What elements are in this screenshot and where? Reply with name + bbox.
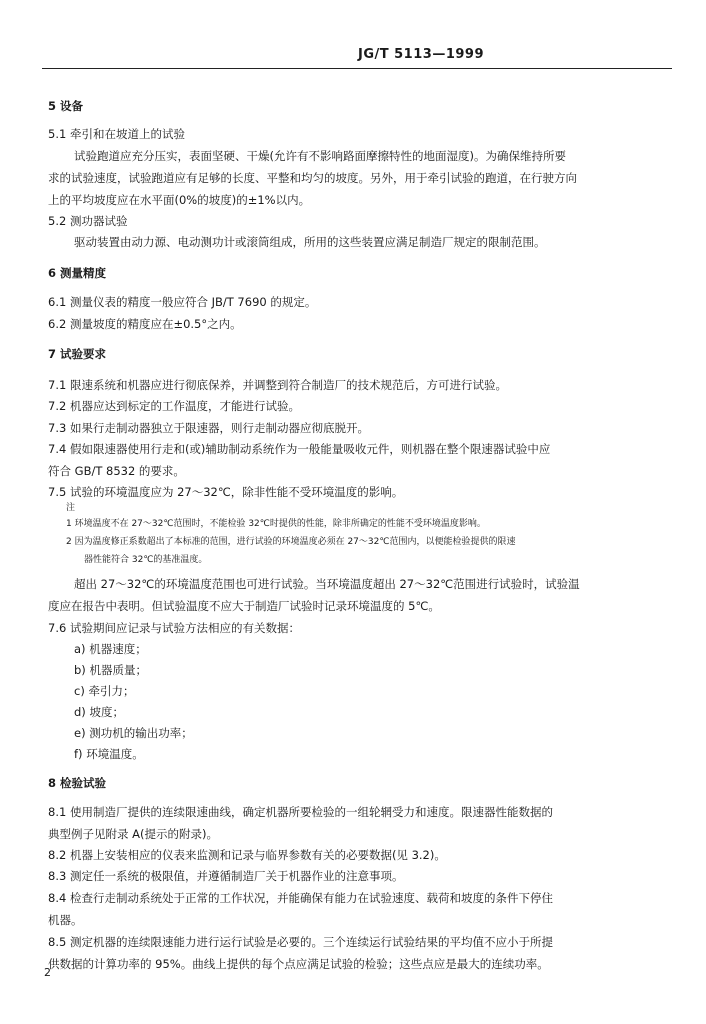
paragraph-line: 度应在报告中表明。但试验温度不应大于制造厂试验时记录环境温度的 5℃。 [48, 599, 440, 613]
note-label: 注 [66, 503, 76, 513]
paragraph-line: 试验跑道应充分压实，表面坚硬、干燥(允许有不影响路面摩擦特性的地面湿度)。为确保维持所要 [74, 149, 566, 163]
list-item: f) 环境温度。 [74, 747, 144, 761]
paragraph-line: 符合 GB/T 8532 的要求。 [48, 464, 185, 478]
note-2: 2 因为温度修正系数超出了本标准的范围，进行试验的环境温度必须在 27～32℃范围内，以便能检验提供的限速 [66, 537, 516, 547]
clause-5-1: 5.1 牵引和在坡道上的试验 [48, 127, 185, 141]
clause-7-3: 7.3 如果行走制动器独立于限速器，则行走制动器应彻底脱开。 [48, 421, 369, 435]
clause-8-1: 8.1 使用制造厂提供的连续限速曲线，确定机器所要检验的一组轮辋受力和速度。限速器性能数据的 [48, 805, 553, 819]
clause-5-2: 5.2 测功器试验 [48, 214, 128, 228]
section-8-heading: 8 检验试验 [48, 776, 107, 790]
paragraph-line: 机器。 [48, 913, 83, 927]
list-item: e) 测功机的输出功率； [74, 726, 193, 740]
standard-number-header: JG/T 5113—1999 [357, 47, 484, 62]
clause-8-2: 8.2 机器上安装相应的仪表来监测和记录与临界参数有关的必要数据(见 3.2)。 [48, 848, 446, 862]
section-7-heading: 7 试验要求 [48, 347, 107, 361]
section-5-heading: 5 设备 [48, 99, 84, 113]
clause-7-4: 7.4 假如限速器使用行走和(或)辅助制动系统作为一般能量吸收元件，则机器在整个限速器试验中应 [48, 442, 551, 456]
clause-8-4: 8.4 检查行走制动系统处于正常的工作状况，并能确保有能力在试验速度、载荷和坡度的条件下停住 [48, 891, 553, 905]
note-2-continued: 器性能符合 32℃的基准温度。 [84, 555, 208, 565]
clause-7-6: 7.6 试验期间应记录与试验方法相应的有关数据： [48, 621, 300, 635]
clause-6-2: 6.2 测量坡度的精度应在±0.5°之内。 [48, 317, 242, 331]
note-1: 1 环境温度不在 27～32℃范围时，不能检验 32℃时提供的性能，除非所确定的性能不受环境温度影响。 [66, 519, 486, 529]
paragraph-line: 超出 27～32℃的环境温度范围也可进行试验。当环境温度超出 27～32℃范围进行试验时，试验温 [74, 577, 580, 591]
clause-7-1: 7.1 限速系统和机器应进行彻底保养，并调整到符合制造厂的技术规范后，方可进行试验。 [48, 378, 507, 392]
clause-8-5: 8.5 测定机器的连续限速能力进行运行试验是必要的。三个连续运行试验结果的平均值不应小于所提 [48, 935, 553, 949]
clause-7-5: 7.5 试验的环境温度应为 27～32℃，除非性能不受环境温度的影响。 [48, 485, 404, 499]
clause-8-3: 8.3 测定任一系统的极限值，并遵循制造厂关于机器作业的注意事项。 [48, 869, 404, 883]
list-item: d) 坡度； [74, 705, 124, 719]
section-6-heading: 6 测量精度 [48, 266, 107, 280]
list-item: a) 机器速度； [74, 642, 147, 656]
clause-6-1: 6.1 测量仪表的精度一般应符合 JB/T 7690 的规定。 [48, 295, 317, 309]
clause-7-2: 7.2 机器应达到标定的工作温度，才能进行试验。 [48, 399, 300, 413]
paragraph-line: 上的平均坡度应在水平面(0%的坡度)的±1%以内。 [48, 193, 311, 207]
list-item: b) 机器质量； [74, 663, 147, 677]
paragraph-line: 供数据的计算功率的 95%。曲线上提供的每个点应满足试验的检验；这些点应是最大的连续功率。 [48, 957, 549, 971]
paragraph-line: 典型例子见附录 A(提示的附录)。 [48, 827, 218, 841]
page-number: 2 [44, 966, 51, 979]
header-rule [42, 68, 672, 69]
list-item: c) 牵引力； [74, 684, 135, 698]
paragraph-line: 求的试验速度，试验跑道应有足够的长度、平整和均匀的坡度。另外，用于牵引试验的跑道，在行驶方向 [48, 171, 577, 185]
paragraph-line: 驱动装置由动力源、电动测功计或滚筒组成，所用的这些装置应满足制造厂规定的限制范围。 [74, 235, 546, 249]
